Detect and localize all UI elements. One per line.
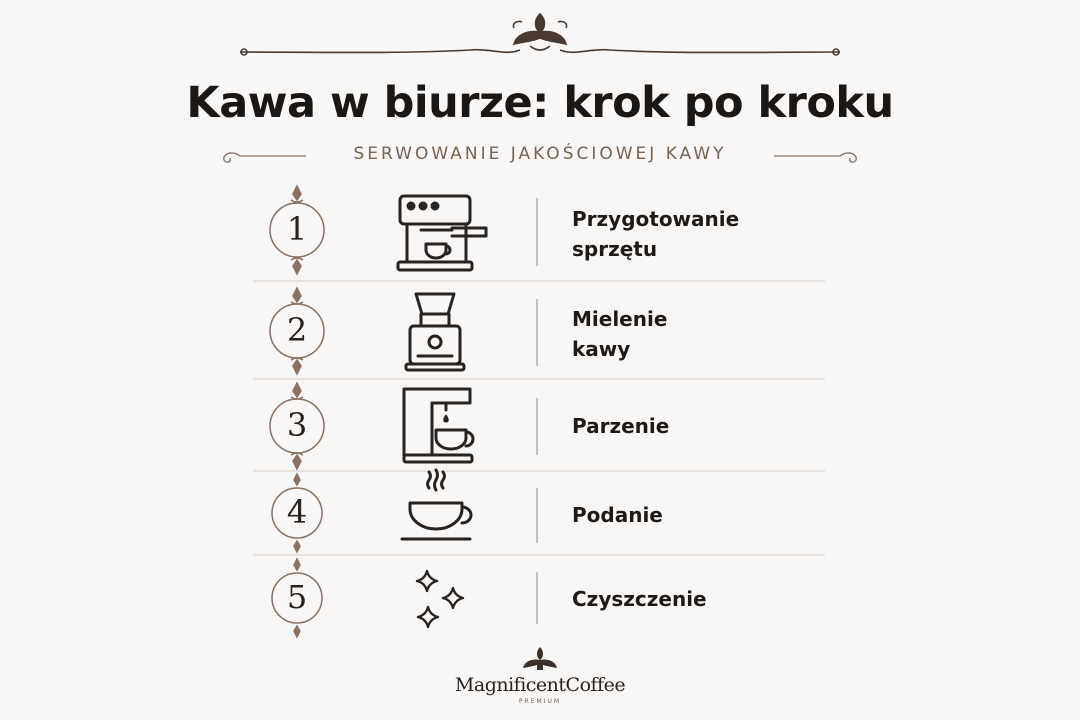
step-label-4 bbox=[572, 500, 663, 530]
step-label-4-line1: Podanie bbox=[572, 503, 663, 527]
espresso-machine-icon bbox=[398, 196, 486, 270]
brewing-machine-icon bbox=[404, 389, 473, 462]
step-label-1 bbox=[572, 204, 739, 264]
step-number-4: 4 bbox=[286, 493, 308, 531]
brand-name: MagnificentCoffee bbox=[454, 674, 626, 696]
step-number-5: 5 bbox=[286, 578, 308, 616]
step-label-5-line1: Czyszczenie bbox=[572, 587, 707, 611]
top-ornament bbox=[240, 14, 840, 55]
step-label-3-line1: Parzenie bbox=[572, 414, 670, 438]
step-label-1-line1: Przygotowanie bbox=[572, 207, 740, 231]
page-title: Kawa w biurze: krok po kroku bbox=[186, 78, 894, 128]
step-number-3: 3 bbox=[286, 406, 308, 444]
step-label-2-line2: kawy bbox=[572, 337, 631, 361]
step-number-2: 2 bbox=[286, 311, 308, 349]
step-number-1: 1 bbox=[286, 210, 308, 248]
brand-crest-icon bbox=[523, 647, 557, 670]
page-subtitle: SERWOWANIE JAKOŚCIOWEJ KAWY bbox=[353, 144, 727, 164]
coffee-grinder-icon bbox=[406, 294, 464, 370]
step-label-1-line2: sprzętu bbox=[572, 237, 658, 261]
step-label-2 bbox=[572, 304, 667, 364]
row-dividers bbox=[253, 281, 825, 555]
step-label-2-line1: Mielenie bbox=[572, 307, 668, 331]
brand-tagline: PREMIUM bbox=[518, 698, 562, 705]
step-label-3 bbox=[572, 411, 669, 441]
steaming-cup-icon bbox=[402, 470, 471, 539]
sparkles-icon bbox=[417, 571, 463, 627]
step-label-5 bbox=[572, 584, 707, 614]
